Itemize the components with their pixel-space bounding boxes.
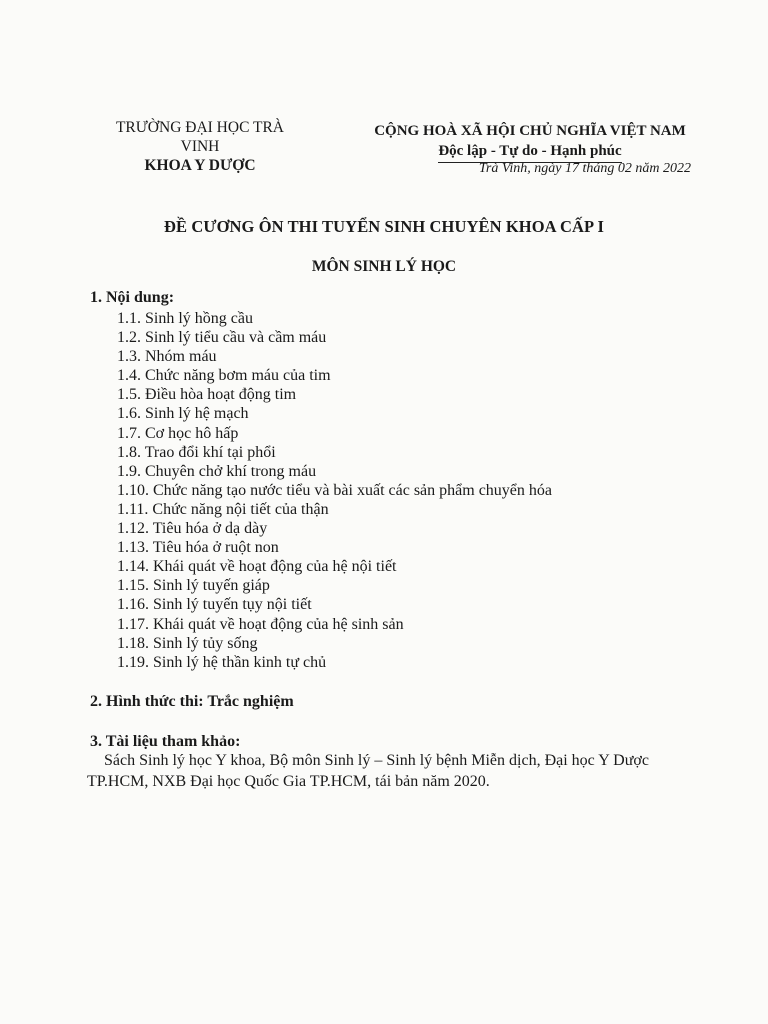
list-item: 1.1. Sinh lý hồng cầu xyxy=(117,310,253,327)
list-item: 1.6. Sinh lý hệ mạch xyxy=(117,405,249,423)
list-item: 1.13. Tiêu hóa ở ruột non xyxy=(117,539,279,557)
list-item: 1.7. Cơ học hô hấp xyxy=(117,424,239,442)
list-item: 1.14. Khái quát về hoạt động của hệ nội tiết xyxy=(117,558,397,576)
country-name: CỘNG HOÀ XÃ HỘI CHỦ NGHĨA VIỆT NAM xyxy=(374,123,686,139)
list-item: 1.19. Sinh lý hệ thần kinh tự chủ xyxy=(117,653,327,671)
school-name: TRƯỜNG ĐẠI HỌC TRÀ VINH xyxy=(115,119,285,155)
section-1-heading: 1. Nội dung: xyxy=(90,289,175,306)
list-item: 1.2. Sinh lý tiểu cầu và cầm máu xyxy=(117,329,327,347)
list-item: 1.8. Trao đổi khí tại phổi xyxy=(117,443,276,461)
content-list xyxy=(117,309,552,672)
list-item: 1.9. Chuyên chở khí trong máu xyxy=(117,462,317,480)
reference-text: Sách Sinh lý học Y khoa, Bộ môn Sinh lý – Sinh lý bệnh Miễn dịch, Đại học Y Dược TP.HCM, NXB Đại học Quốc Gia TP.HCM, tái bản năm 2020. xyxy=(87,752,649,790)
document-date: Trà Vinh, ngày 17 tháng 02 năm 2022 xyxy=(478,161,691,176)
list-item: 1.4. Chức năng bơm máu của tim xyxy=(117,367,331,385)
list-item: 1.10. Chức năng tạo nước tiểu và bài xuất các sản phẩm chuyển hóa xyxy=(117,481,552,499)
list-item: 1.16. Sinh lý tuyến tụy nội tiết xyxy=(117,596,312,614)
header-right xyxy=(360,121,700,163)
list-item: 1.3. Nhóm máu xyxy=(117,348,217,366)
subject-title: MÔN SINH LÝ HỌC xyxy=(311,258,457,275)
section-3-heading: 3. Tài liệu tham khảo: xyxy=(90,733,241,750)
motto-text: Độc lập - Tự do - Hạnh phúc xyxy=(438,141,621,163)
faculty-name: KHOA Y DƯỢC xyxy=(144,157,256,174)
motto xyxy=(360,141,700,163)
list-item: 1.18. Sinh lý tủy sống xyxy=(117,634,258,652)
list-item: 1.12. Tiêu hóa ở dạ dày xyxy=(117,520,268,538)
header-left xyxy=(100,118,300,175)
list-item: 1.17. Khái quát về hoạt động của hệ sinh sản xyxy=(117,615,404,633)
document-title: ĐỀ CƯƠNG ÔN THI TUYỂN SINH CHUYÊN KHOA CẤP I xyxy=(163,217,605,236)
list-item: 1.5. Điều hòa hoạt động tim xyxy=(117,386,297,404)
list-item: 1.11. Chức năng nội tiết của thận xyxy=(117,500,329,518)
section-2-heading: 2. Hình thức thi: Trắc nghiệm xyxy=(90,693,294,710)
list-item: 1.15. Sinh lý tuyến giáp xyxy=(117,577,270,595)
